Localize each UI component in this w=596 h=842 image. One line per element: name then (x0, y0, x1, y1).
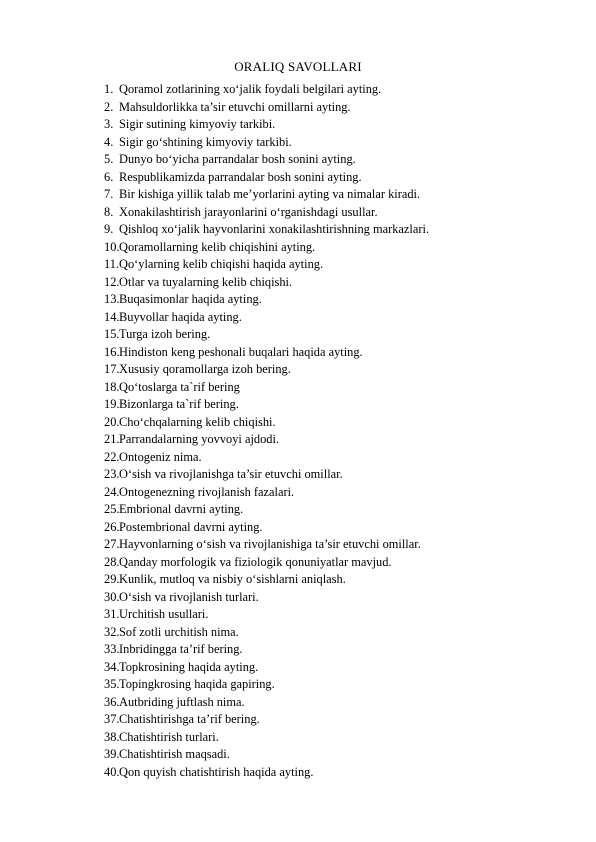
question-number: 12. (104, 274, 120, 289)
list-item (104, 396, 584, 414)
question-text: Ontogenezning rivojlanish fazalari. (119, 484, 295, 499)
question-text: Otlar va tuyalarning kelib chiqishi. (119, 274, 293, 289)
question-text: Bir kishiga yillik talab me’yorlarini ayting va nimalar kiradi. (119, 187, 421, 201)
question-number: 24. (104, 484, 120, 499)
question-text: Chatishtirishga ta’rif bering. (119, 712, 260, 726)
list-item (104, 309, 584, 327)
list-item (104, 606, 584, 624)
question-text: Kunlik, mutloq va nisbiy o‘sishlarni aniqlash. (119, 572, 346, 586)
question-text: Qon quyish chatishtirish haqida ayting. (119, 764, 314, 779)
question-text: Chatishtirish turlari. (119, 729, 219, 744)
list-item (104, 291, 584, 309)
question-number: 17. (104, 362, 120, 376)
list-item (104, 186, 584, 204)
list-item (104, 536, 584, 554)
question-text: Mahsuldorlikka ta’sir etuvchi omillarni ayting. (119, 99, 351, 114)
list-item (104, 449, 584, 467)
list-item (104, 729, 584, 747)
question-text: O‘sish va rivojlanish turlari. (119, 589, 259, 604)
question-text: Xonakilashtirish jarayonlarini o‘rganishdagi usullar. (119, 204, 378, 219)
question-number: 8. (104, 204, 114, 219)
question-text: Autbriding juftlash nima. (119, 694, 245, 709)
question-text: O‘sish va rivojlanishga ta’sir etuvchi omillar. (119, 467, 343, 481)
question-text: Hayvonlarning o‘sish va rivojlanishiga ta’sir etuvchi omillar. (119, 537, 421, 551)
list-item (104, 326, 584, 344)
question-number: 27. (104, 537, 120, 551)
list-item (104, 694, 584, 712)
question-number: 9. (104, 222, 114, 236)
list-item (104, 151, 584, 169)
question-text: Sigir sutining kimyoviy tarkibi. (119, 117, 276, 131)
list-item (104, 239, 584, 257)
question-text: Qo‘toslarga ta`rif bering (119, 379, 240, 394)
list-item (104, 501, 584, 519)
question-list (104, 81, 584, 781)
question-number: 21. (104, 432, 120, 446)
list-item (104, 379, 584, 397)
question-number: 4. (104, 134, 114, 149)
question-text: Turga izoh bering. (119, 327, 211, 341)
question-number: 13. (104, 292, 120, 306)
list-item (104, 431, 584, 449)
question-text: Topkrosining haqida ayting. (119, 659, 259, 674)
question-number: 36. (104, 694, 120, 709)
question-number: 38. (104, 729, 120, 744)
question-text: Buqasimonlar haqida ayting. (119, 292, 262, 306)
question-number: 19. (104, 397, 120, 411)
question-number: 3. (104, 117, 114, 131)
question-text: Embrional davrni ayting. (119, 502, 244, 516)
list-item (104, 116, 584, 134)
question-text: Postembrional davrni ayting. (119, 519, 263, 534)
question-number: 23. (104, 467, 120, 481)
list-item (104, 589, 584, 607)
list-item (104, 361, 584, 379)
list-item (104, 344, 584, 362)
list-item (104, 134, 584, 152)
list-item (104, 764, 584, 782)
list-item (104, 414, 584, 432)
question-text: Bizonlarga ta`rif bering. (119, 397, 239, 411)
question-number: 40. (104, 764, 120, 779)
question-number: 22. (104, 449, 120, 464)
list-item (104, 624, 584, 642)
question-text: Chatishtirish maqsadi. (119, 747, 230, 761)
question-number: 26. (104, 519, 120, 534)
question-text: Cho‘chqalarning kelib chiqishi. (119, 414, 276, 429)
list-item (104, 659, 584, 677)
question-number: 39. (104, 747, 120, 761)
question-text: Dunyo bo‘yicha parrandalar bosh sonini ayting. (119, 152, 356, 166)
list-item (104, 554, 584, 572)
list-item (104, 99, 584, 117)
question-text: Inbridingga ta’rif bering. (119, 642, 243, 656)
list-item (104, 484, 584, 502)
question-text: Topingkrosing haqida gapiring. (119, 677, 275, 691)
list-item (104, 169, 584, 187)
question-number: 2. (104, 99, 114, 114)
question-text: Sigir go‘shtining kimyoviy tarkibi. (119, 134, 292, 149)
question-number: 1. (104, 82, 114, 96)
list-item (104, 81, 584, 99)
list-item (104, 676, 584, 694)
question-number: 35. (104, 677, 120, 691)
question-number: 6. (104, 169, 114, 184)
question-number: 10. (104, 239, 120, 254)
list-item (104, 641, 584, 659)
question-text: Qo‘ylarning kelib chiqishi haqida ayting. (119, 257, 324, 271)
question-number: 29. (104, 572, 120, 586)
list-item (104, 204, 584, 222)
question-number: 18. (104, 379, 120, 394)
question-text: Qishloq xo‘jalik hayvonlarini xonakilashtirishning markazlari. (119, 222, 430, 236)
question-text: Hindiston keng peshonali buqalari haqida ayting. (119, 344, 363, 359)
question-number: 32. (104, 624, 120, 639)
question-number: 11. (104, 257, 120, 271)
question-text: Buyvollar haqida ayting. (119, 309, 242, 324)
question-number: 5. (104, 152, 114, 166)
question-number: 15. (104, 327, 120, 341)
list-item (104, 519, 584, 537)
question-text: Ontogeniz nima. (119, 449, 202, 464)
list-item (104, 571, 584, 589)
list-item (104, 221, 584, 239)
question-number: 28. (104, 554, 120, 569)
question-number: 34. (104, 659, 120, 674)
question-text: Respublikamizda parrandalar bosh sonini ayting. (119, 169, 362, 184)
question-text: Qoramol zotlarining xo‘jalik foydali belgilari ayting. (119, 82, 382, 96)
question-text: Xususiy qoramollarga izoh bering. (119, 362, 291, 376)
question-number: 31. (104, 607, 120, 621)
question-number: 14. (104, 309, 120, 324)
list-item (104, 466, 584, 484)
question-number: 30. (104, 589, 120, 604)
page-title: ORALIQ SAVOLLARI (234, 59, 362, 74)
question-text: Qoramollarning kelib chiqishini ayting. (119, 239, 316, 254)
list-item (104, 256, 584, 274)
question-number: 33. (104, 642, 120, 656)
question-number: 20. (104, 414, 120, 429)
question-text: Sof zotli urchitish nima. (119, 624, 239, 639)
list-item (104, 746, 584, 764)
question-text: Qanday morfologik va fiziologik qonuniyatlar mavjud. (119, 554, 392, 569)
question-number: 25. (104, 502, 120, 516)
list-item (104, 711, 584, 729)
question-number: 16. (104, 344, 120, 359)
question-text: Urchitish usullari. (119, 607, 209, 621)
question-number: 37. (104, 712, 120, 726)
question-text: Parrandalarning yovvoyi ajdodi. (119, 432, 280, 446)
list-item (104, 274, 584, 292)
question-number: 7. (104, 187, 114, 201)
